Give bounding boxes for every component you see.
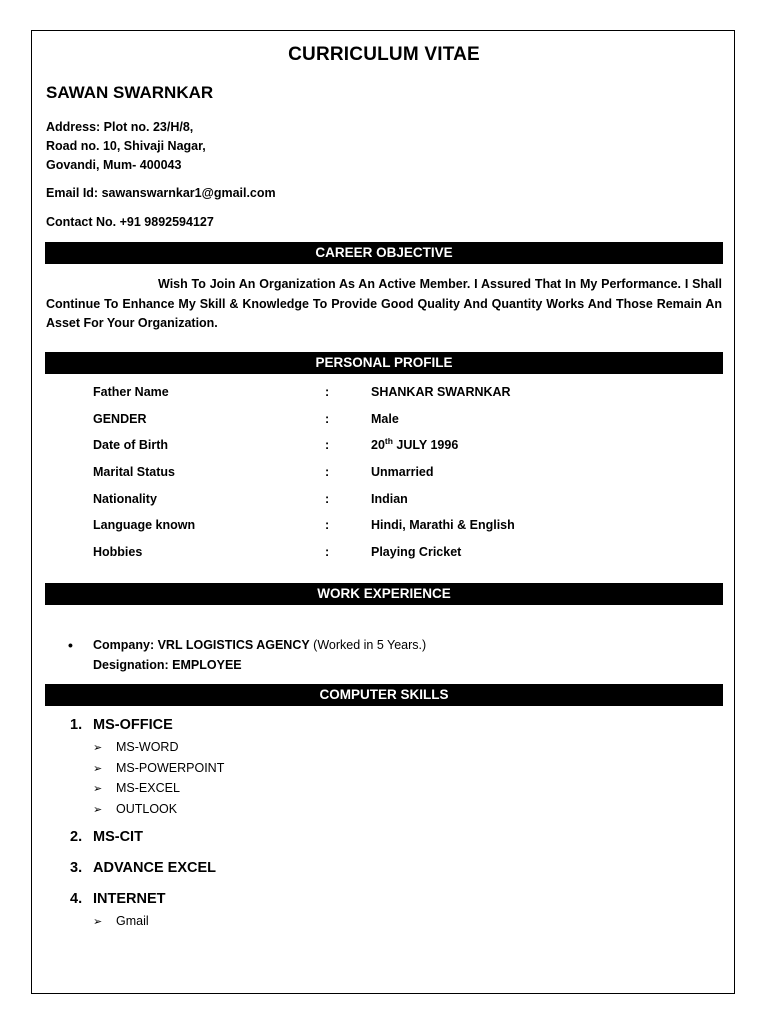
work-company-line (93, 636, 426, 656)
skill-item-internet: 4. INTERNET (70, 891, 166, 907)
profile-value: Male (371, 412, 399, 426)
arrow-bullet-icon: ➢ (93, 763, 103, 775)
profile-separator: : (325, 545, 330, 559)
work-experience-entry (93, 636, 426, 675)
profile-separator: : (325, 438, 330, 452)
arrow-bullet-icon: ➢ (93, 783, 103, 795)
document-title: CURRICULUM VITAE (288, 44, 480, 65)
address-line: Govandi, Mum- 400043 (46, 158, 182, 172)
dob-suffix: th (384, 435, 393, 446)
bullet-icon: • (68, 637, 73, 653)
profile-value: Hindi, Marathi & English (371, 518, 515, 532)
address-line: Address: Plot no. 23/H/8, (46, 120, 194, 134)
arrow-bullet-icon: ➢ (93, 804, 103, 816)
work-designation: Designation: EMPLOYEE (93, 657, 242, 672)
skill-item-advance-excel: 3. ADVANCE EXCEL (70, 860, 216, 876)
profile-separator: : (325, 518, 330, 532)
objective-paragraph: Wish To Join An Organization As An Active Member. I Assured That In My Performance. I Shall Continue To Enhance My Skill & Knowledge To Provide Good Quality And Quantity Works And Those Remain An Asset For Your Organization. (46, 277, 722, 330)
career-objective-text (46, 275, 722, 334)
profile-row-gender (0, 412, 768, 432)
dob-day: 20 (371, 438, 385, 452)
profile-value: Unmarried (371, 465, 434, 479)
contact-line: Contact No. +91 9892594127 (46, 215, 214, 229)
email-line: Email Id: sawanswarnkar1@gmail.com (46, 186, 276, 200)
section-header-personal-profile: PERSONAL PROFILE (45, 352, 723, 374)
profile-separator: : (325, 385, 330, 399)
profile-separator: : (325, 465, 330, 479)
section-header-work-experience: WORK EXPERIENCE (45, 583, 723, 605)
work-company: Company: VRL LOGISTICS AGENCY (93, 638, 310, 652)
section-header-computer-skills: COMPUTER SKILLS (45, 684, 723, 706)
section-header-career-objective: CAREER OBJECTIVE (45, 242, 723, 264)
skill-sub-item: ➢ MS-EXCEL (93, 781, 180, 795)
arrow-bullet-icon: ➢ (93, 742, 103, 754)
dob-rest: JULY 1996 (392, 438, 459, 452)
profile-separator: : (325, 412, 330, 426)
skill-sub-item: ➢ MS-POWERPOINT (93, 761, 225, 775)
address-line: Road no. 10, Shivaji Nagar, (46, 139, 206, 153)
profile-row-hobbies (0, 545, 768, 565)
arrow-bullet-icon: ➢ (93, 916, 103, 928)
profile-row-date-of-birth (0, 435, 768, 458)
skill-item-ms-cit: 2. MS-CIT (70, 829, 143, 845)
profile-value (371, 435, 459, 452)
profile-row-language-known (0, 518, 768, 538)
profile-separator: : (325, 492, 330, 506)
address-block (46, 118, 206, 175)
skill-sub-item: ➢ Gmail (93, 914, 149, 928)
profile-row-nationality (0, 492, 768, 512)
profile-value: Indian (371, 492, 408, 506)
profile-row-father-name (0, 385, 768, 405)
candidate-name: SAWAN SWARNKAR (46, 83, 214, 102)
profile-value: SHANKAR SWARNKAR (371, 385, 511, 399)
skill-item-ms-office: 1. MS-OFFICE (70, 717, 173, 733)
profile-label: Hobbies (93, 545, 143, 559)
profile-label: Marital Status (93, 465, 175, 479)
profile-label: Date of Birth (93, 438, 168, 452)
profile-label: Nationality (93, 492, 157, 506)
skill-sub-item: ➢ OUTLOOK (93, 802, 178, 816)
profile-label: GENDER (93, 412, 147, 426)
profile-row-marital-status (0, 465, 768, 485)
profile-label: Father Name (93, 385, 169, 399)
profile-label: Language known (93, 518, 196, 532)
work-duration: (Worked in 5 Years.) (309, 638, 427, 652)
profile-value: Playing Cricket (371, 545, 462, 559)
skill-sub-item: ➢ MS-WORD (93, 740, 179, 754)
